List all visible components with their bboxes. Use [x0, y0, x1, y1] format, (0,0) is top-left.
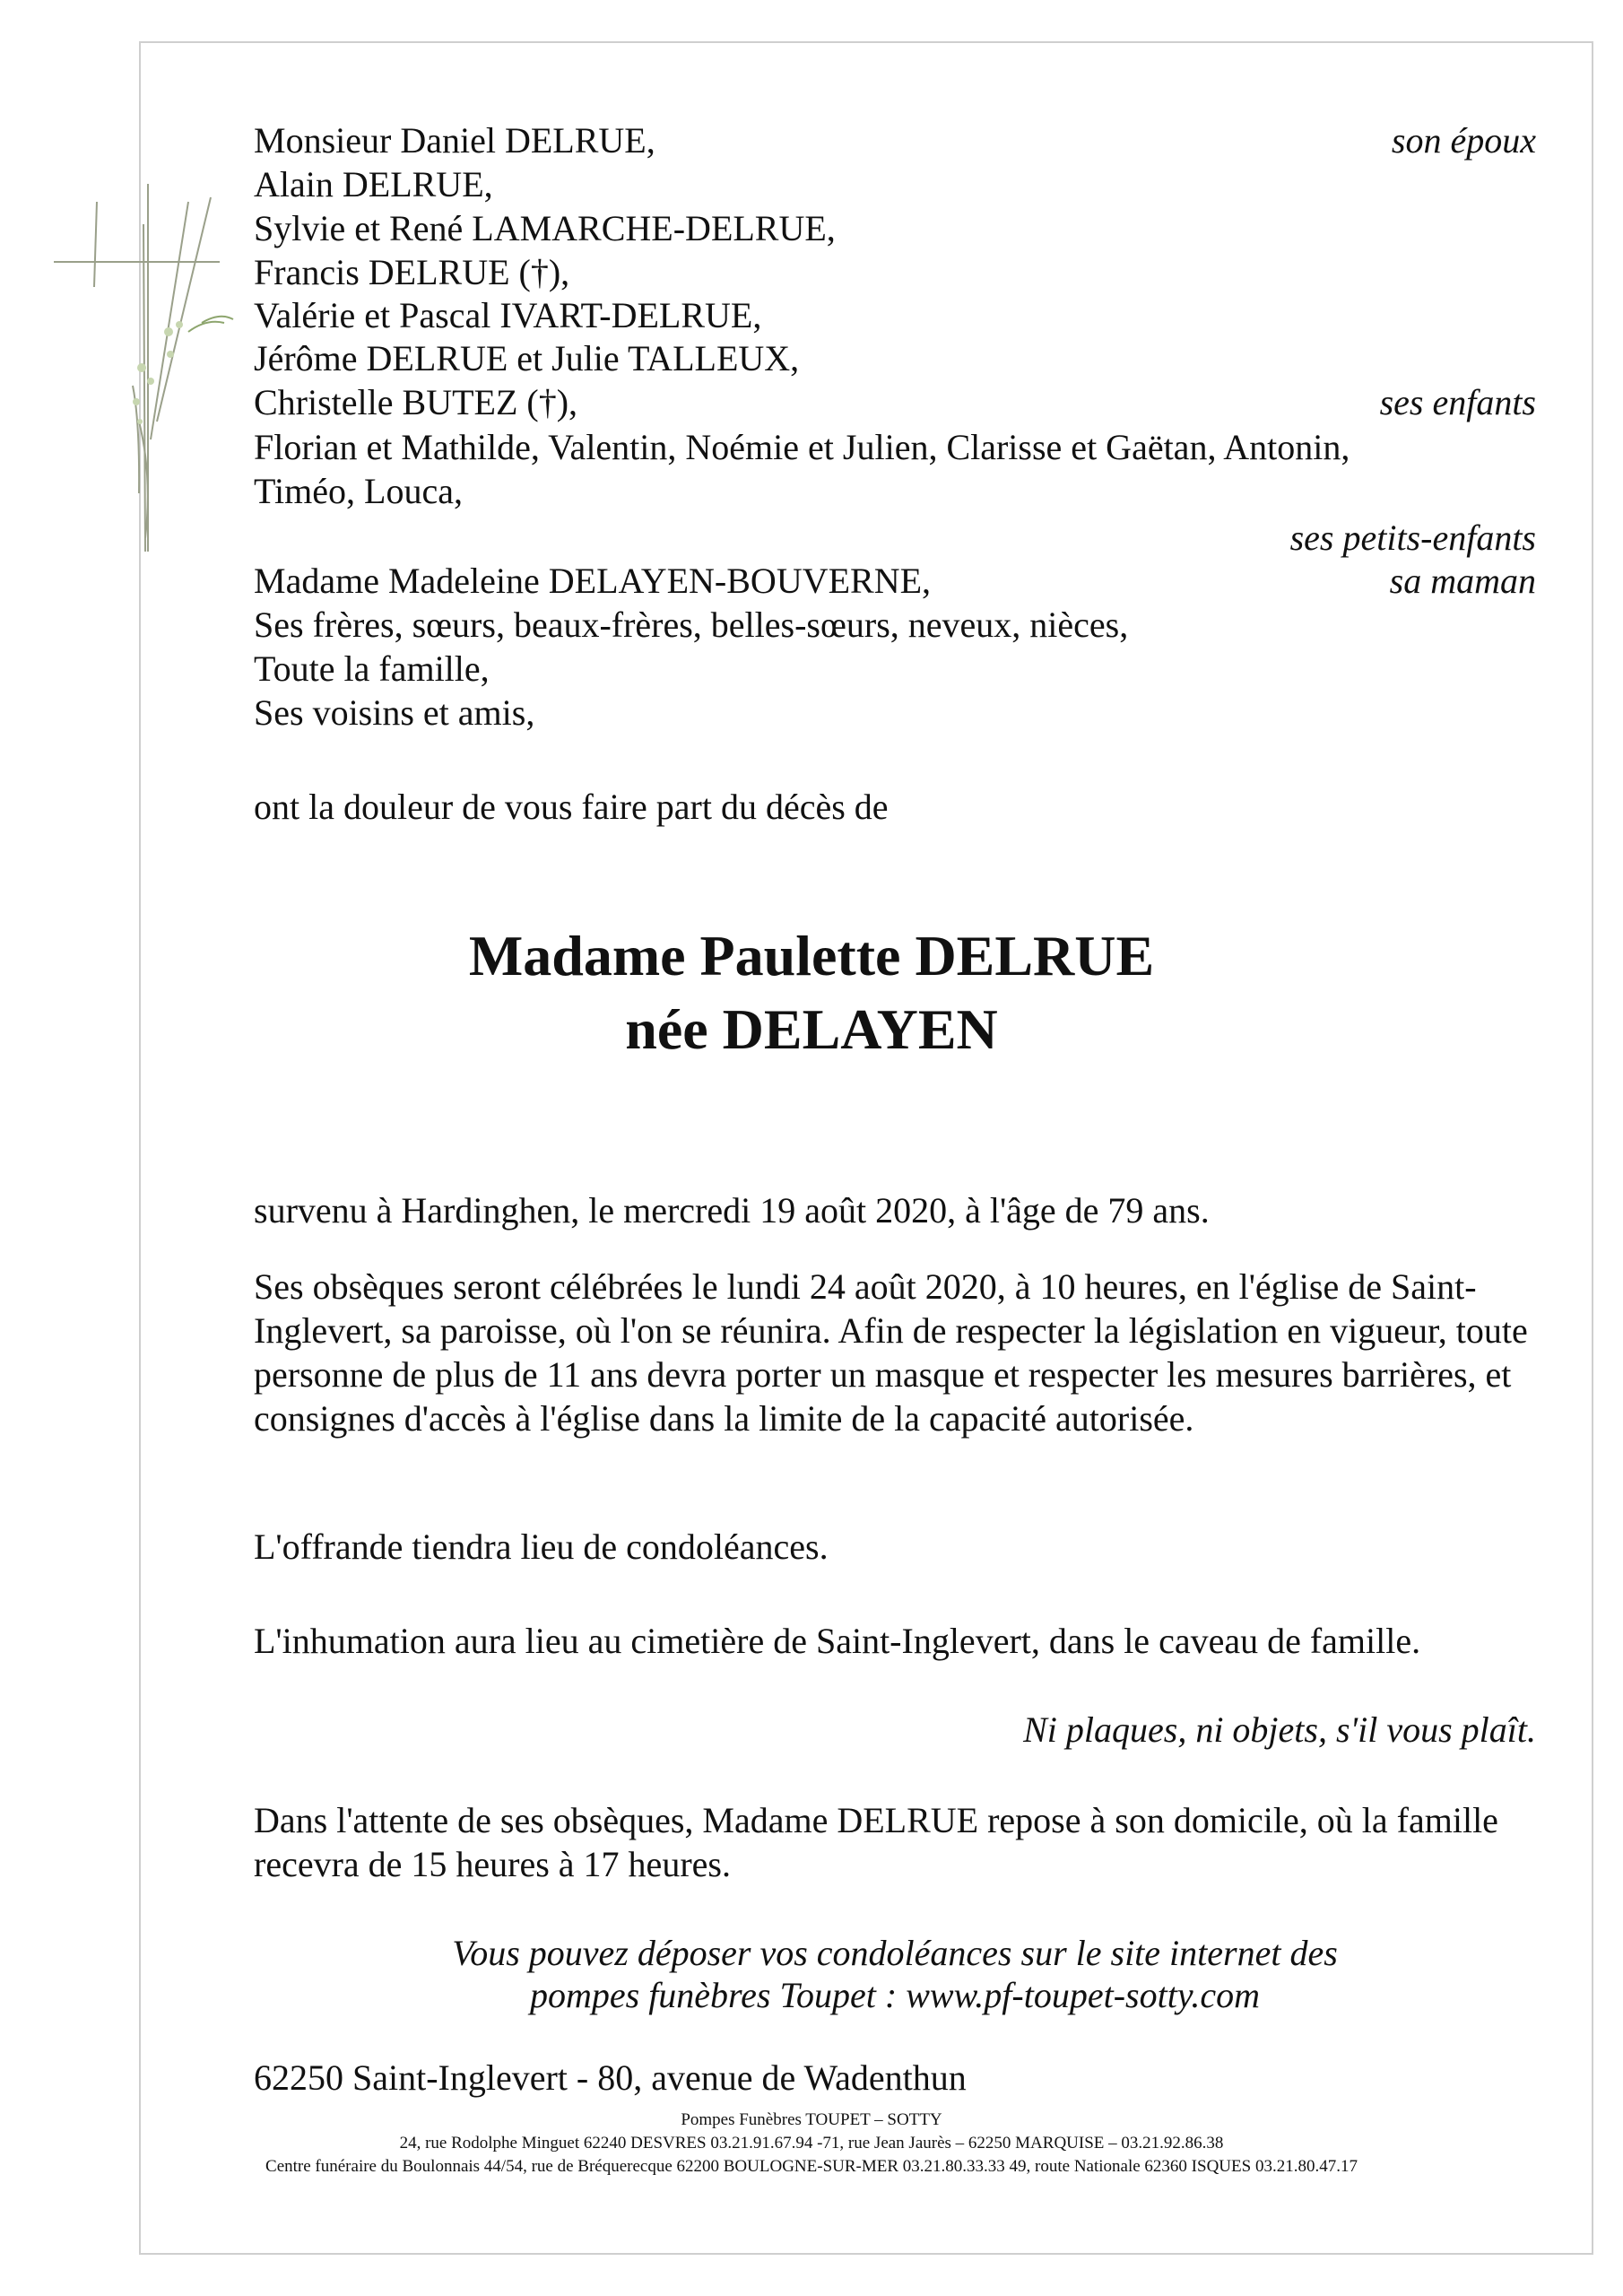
family-row [254, 251, 1536, 294]
family-relation-label: son époux [1391, 120, 1536, 161]
address: 62250 Saint-Inglevert - 80, avenue de Wadenthun [254, 2057, 967, 2098]
family-row [254, 604, 1536, 647]
deceased-name: Madame Paulette DELRUE [468, 924, 1155, 987]
funeral-paragraph: Ses obsèques seront célébrées le lundi 24 août 2020, à 10 heures, en l'église de Saint-Inglevert, sa paroisse, où l'on se réunira. Afin de respecter la législation en vigueur, toute personne de plus de 11 ans devra porter un masque et respecter les mesures barrières, et consignes d'accès à l'église dans la limite de la capacité autorisée. [254, 1266, 1528, 1439]
offering-text: L'offrande tiendra lieu de condoléances. [254, 1526, 829, 1567]
family-row [254, 648, 1536, 691]
family-member-name: Madame Madeleine DELAYEN-BOUVERNE, [254, 561, 932, 601]
family-member-name: Monsieur Daniel DELRUE, [254, 120, 655, 161]
family-member-name: Sylvie et René LAMARCHE-DELRUE, [254, 208, 836, 248]
family-row [254, 163, 1536, 206]
family-member-name: Ses frères, sœurs, beaux-frères, belles-sœurs, neveux, nièces, [254, 604, 1129, 645]
family-member-name: Christelle BUTEZ (†), [254, 382, 578, 422]
family-member-name: Florian et Mathilde, Valentin, Noémie et Julien, Clarisse et Gaëtan, Antonin, [254, 427, 1350, 467]
burial-text: L'inhumation aura lieu au cimetière de Saint-Inglevert, dans le caveau de famille. [254, 1621, 1421, 1661]
family-row [254, 381, 1536, 424]
death-info: survenu à Hardinghen, le mercredi 19 août 2020, à l'âge de 79 ans. [254, 1190, 1210, 1231]
condolences-line-1: Vous pouvez déposer vos condoléances sur le site internet des [452, 1933, 1338, 1973]
family-row [254, 119, 1536, 162]
footer-line-2: Centre funéraire du Boulonnais 44/54, rue de Bréquerecque 62200 BOULOGNE-SUR-MER 03.21.80.33.33 49, route Nationale 62360 ISQUES 03.21.80.47.17 [265, 2157, 1358, 2176]
family-row [254, 426, 1536, 469]
announcement-text: ont la douleur de vous faire part du décès de [254, 787, 889, 827]
family-row [254, 470, 1536, 513]
family-row [254, 691, 1536, 735]
family-member-name: Valérie et Pascal IVART-DELRUE, [254, 295, 762, 335]
family-row [254, 337, 1536, 380]
family-member-name: Timéo, Louca, [254, 471, 463, 511]
family-member-name: Alain DELRUE, [254, 164, 493, 204]
family-row [254, 560, 1536, 603]
family-relation-label: ses petits-enfants [1289, 517, 1536, 558]
no-plaques-note: Ni plaques, ni objets, s'il vous plaît. [1023, 1709, 1536, 1750]
family-row [254, 207, 1536, 250]
footer-company: Pompes Funèbres TOUPET – SOTTY [681, 2110, 942, 2129]
wake-paragraph: Dans l'attente de ses obsèques, Madame DELRUE repose à son domicile, où la famille recevra de 15 heures à 17 heures. [254, 1800, 1498, 1884]
condolences-line-2: pompes funèbres Toupet : www.pf-toupet-sotty.com [529, 1975, 1261, 2015]
family-member-name: Francis DELRUE (†), [254, 252, 570, 292]
family-member-name: Ses voisins et amis, [254, 692, 535, 733]
cross-flower-icon [54, 152, 242, 601]
footer-line-1: 24, rue Rodolphe Minguet 62240 DESVRES 03.21.91.67.94 -71, rue Jean Jaurès – 62250 MARQUISE – 03.21.92.86.38 [399, 2134, 1224, 2152]
family-relation-label: sa maman [1389, 561, 1536, 601]
family-member-name: Toute la famille, [254, 648, 490, 689]
deceased-maiden-name: née DELAYEN [625, 997, 998, 1061]
family-relation-label: ses enfants [1379, 382, 1536, 422]
family-row [254, 294, 1536, 337]
family-member-name: Jérôme DELRUE et Julie TALLEUX, [254, 338, 800, 378]
